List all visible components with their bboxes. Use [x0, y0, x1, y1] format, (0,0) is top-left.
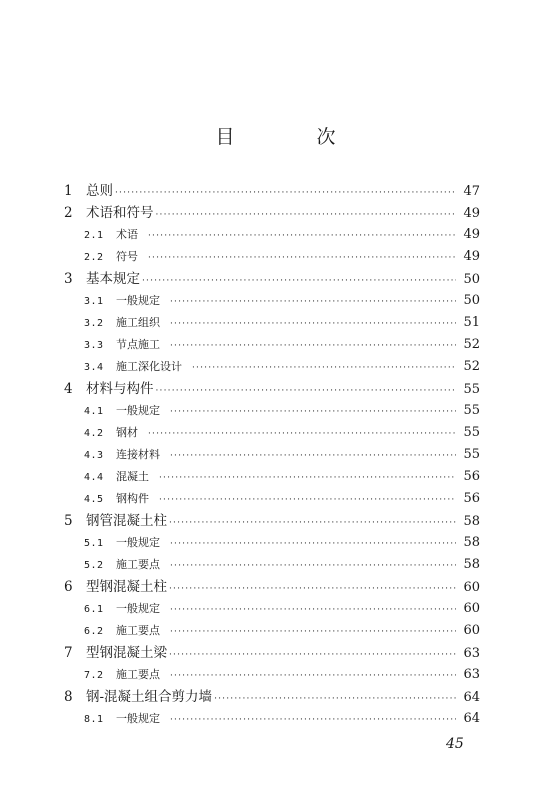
toc-entry-title: 一般规定 [116, 712, 160, 725]
toc-entry-number: 4.1 [84, 406, 104, 417]
toc-chapter-entry[interactable] [64, 268, 480, 290]
dot-leader [170, 335, 456, 357]
toc-entry-title: 符号 [116, 250, 138, 263]
toc-section-entry[interactable] [64, 422, 480, 444]
toc-entry-number: 3.4 [84, 362, 104, 373]
dot-leader [142, 270, 456, 292]
dot-leader [170, 291, 456, 313]
toc-section-entry[interactable] [64, 312, 480, 334]
toc-entry-number: 1 [64, 183, 73, 199]
toc-entry-title: 一般规定 [116, 294, 160, 307]
toc-chapter-entry[interactable] [64, 510, 480, 532]
page-title: 目 次 [215, 126, 374, 148]
toc-entry-number: 8.1 [84, 714, 104, 725]
toc-entry-title: 型钢混凝土柱 [86, 579, 167, 595]
toc-entry-title: 钢构件 [116, 492, 149, 505]
toc-entry-page: 60 [463, 601, 480, 616]
toc-entry-number: 4.4 [84, 472, 104, 483]
toc-section-entry[interactable] [64, 620, 480, 642]
toc-entry-number: 3.3 [84, 340, 104, 351]
dot-leader [170, 665, 456, 687]
toc-section-entry[interactable] [64, 356, 480, 378]
dot-leader [170, 313, 456, 335]
dot-leader [148, 423, 456, 445]
toc-entry-title: 总则 [86, 183, 113, 199]
toc-entry-number: 6 [64, 579, 73, 595]
toc-entry-title: 钢管混凝土柱 [86, 513, 167, 529]
toc-chapter-entry[interactable] [64, 576, 480, 598]
toc-entry-title: 施工要点 [116, 624, 160, 637]
toc-section-entry[interactable] [64, 400, 480, 422]
page-number: 45 [446, 736, 464, 752]
toc-entry-number: 4 [64, 381, 73, 397]
toc-entry-number: 7 [64, 645, 73, 661]
table-of-contents [64, 180, 480, 730]
toc-entry-page: 55 [463, 382, 480, 397]
toc-entry-number: 3.1 [84, 296, 104, 307]
toc-entry-title: 一般规定 [116, 404, 160, 417]
toc-entry-number: 3.2 [84, 318, 104, 329]
toc-entry-title: 节点施工 [116, 338, 160, 351]
toc-entry-number: 2.1 [84, 230, 104, 241]
toc-entry-page: 55 [463, 403, 480, 418]
toc-entry-number: 6.2 [84, 626, 104, 637]
toc-section-entry[interactable] [64, 290, 480, 312]
toc-section-entry[interactable] [64, 444, 480, 466]
dot-leader [170, 533, 456, 555]
toc-entry-number: 2 [64, 205, 73, 221]
dot-leader [170, 621, 456, 643]
toc-entry-number: 3 [64, 271, 73, 287]
toc-entry-number: 2.2 [84, 252, 104, 263]
dot-leader [169, 644, 456, 666]
toc-section-entry[interactable] [64, 224, 480, 246]
toc-entry-number: 4.2 [84, 428, 104, 439]
dot-leader [148, 247, 456, 269]
dot-leader [169, 512, 456, 534]
toc-entry-title: 基本规定 [86, 271, 140, 287]
toc-section-entry[interactable] [64, 554, 480, 576]
toc-entry-number: 5.2 [84, 560, 104, 571]
toc-chapter-entry[interactable] [64, 202, 480, 224]
toc-entry-title: 施工要点 [116, 668, 160, 681]
toc-section-entry[interactable] [64, 246, 480, 268]
toc-entry-number: 5.1 [84, 538, 104, 549]
toc-entry-title: 钢-混凝土组合剪力墙 [86, 689, 213, 705]
toc-entry-number: 5 [64, 513, 73, 529]
toc-section-entry[interactable] [64, 532, 480, 554]
dot-leader [156, 380, 457, 402]
dot-leader [170, 555, 456, 577]
toc-section-entry[interactable] [64, 664, 480, 686]
toc-entry-page: 50 [463, 272, 480, 287]
toc-entry-page: 58 [463, 535, 480, 550]
toc-entry-page: 58 [463, 557, 480, 572]
dot-leader [156, 204, 457, 226]
toc-entry-page: 47 [463, 184, 480, 199]
toc-section-entry[interactable] [64, 466, 480, 488]
toc-section-entry[interactable] [64, 598, 480, 620]
toc-entry-page: 49 [463, 227, 480, 242]
dot-leader [169, 578, 456, 600]
toc-section-entry[interactable] [64, 334, 480, 356]
toc-entry-title: 一般规定 [116, 602, 160, 615]
toc-entry-page: 49 [463, 206, 480, 221]
toc-entry-page: 63 [463, 646, 480, 661]
toc-section-entry[interactable] [64, 488, 480, 510]
toc-entry-title: 一般规定 [116, 536, 160, 549]
toc-entry-page: 49 [463, 249, 480, 264]
toc-entry-number: 6.1 [84, 604, 104, 615]
toc-chapter-entry[interactable] [64, 686, 480, 708]
toc-section-entry[interactable] [64, 708, 480, 730]
toc-entry-page: 60 [463, 623, 480, 638]
toc-entry-title: 钢材 [116, 426, 138, 439]
toc-entry-page: 50 [463, 293, 480, 308]
toc-entry-number: 7.2 [84, 670, 104, 681]
toc-entry-page: 56 [463, 491, 480, 506]
toc-entry-title: 术语 [116, 228, 138, 241]
dot-leader [159, 467, 456, 489]
toc-entry-page: 51 [463, 315, 480, 330]
toc-entry-title: 施工组织 [116, 316, 160, 329]
dot-leader [159, 489, 456, 511]
dot-leader [170, 599, 456, 621]
toc-entry-title: 型钢混凝土梁 [86, 645, 167, 661]
dot-leader [192, 357, 456, 379]
toc-entry-title: 材料与构件 [86, 381, 154, 397]
dot-leader [170, 445, 456, 467]
toc-entry-title: 连接材料 [116, 448, 160, 461]
toc-entry-page: 56 [463, 469, 480, 484]
toc-entry-page: 52 [463, 359, 480, 374]
toc-entry-page: 64 [463, 690, 480, 705]
toc-entry-title: 施工要点 [116, 558, 160, 571]
dot-leader [148, 225, 456, 247]
toc-entry-page: 58 [463, 514, 480, 529]
toc-entry-page: 64 [463, 711, 480, 726]
dot-leader [115, 182, 456, 204]
dot-leader [170, 709, 456, 731]
toc-entry-number: 4.5 [84, 494, 104, 505]
toc-entry-number: 4.3 [84, 450, 104, 461]
toc-entry-title: 施工深化设计 [116, 360, 182, 373]
toc-entry-page: 55 [463, 425, 480, 440]
toc-entry-page: 60 [463, 580, 480, 595]
toc-entry-number: 8 [64, 689, 73, 705]
toc-chapter-entry[interactable] [64, 642, 480, 664]
toc-chapter-entry[interactable] [64, 378, 480, 400]
dot-leader [214, 688, 456, 710]
toc-entry-page: 55 [463, 447, 480, 462]
toc-entry-page: 63 [463, 667, 480, 682]
toc-entry-title: 混凝土 [116, 470, 149, 483]
toc-entry-title: 术语和符号 [86, 205, 154, 221]
dot-leader [170, 401, 456, 423]
toc-chapter-entry[interactable] [64, 180, 480, 202]
toc-entry-page: 52 [463, 337, 480, 352]
